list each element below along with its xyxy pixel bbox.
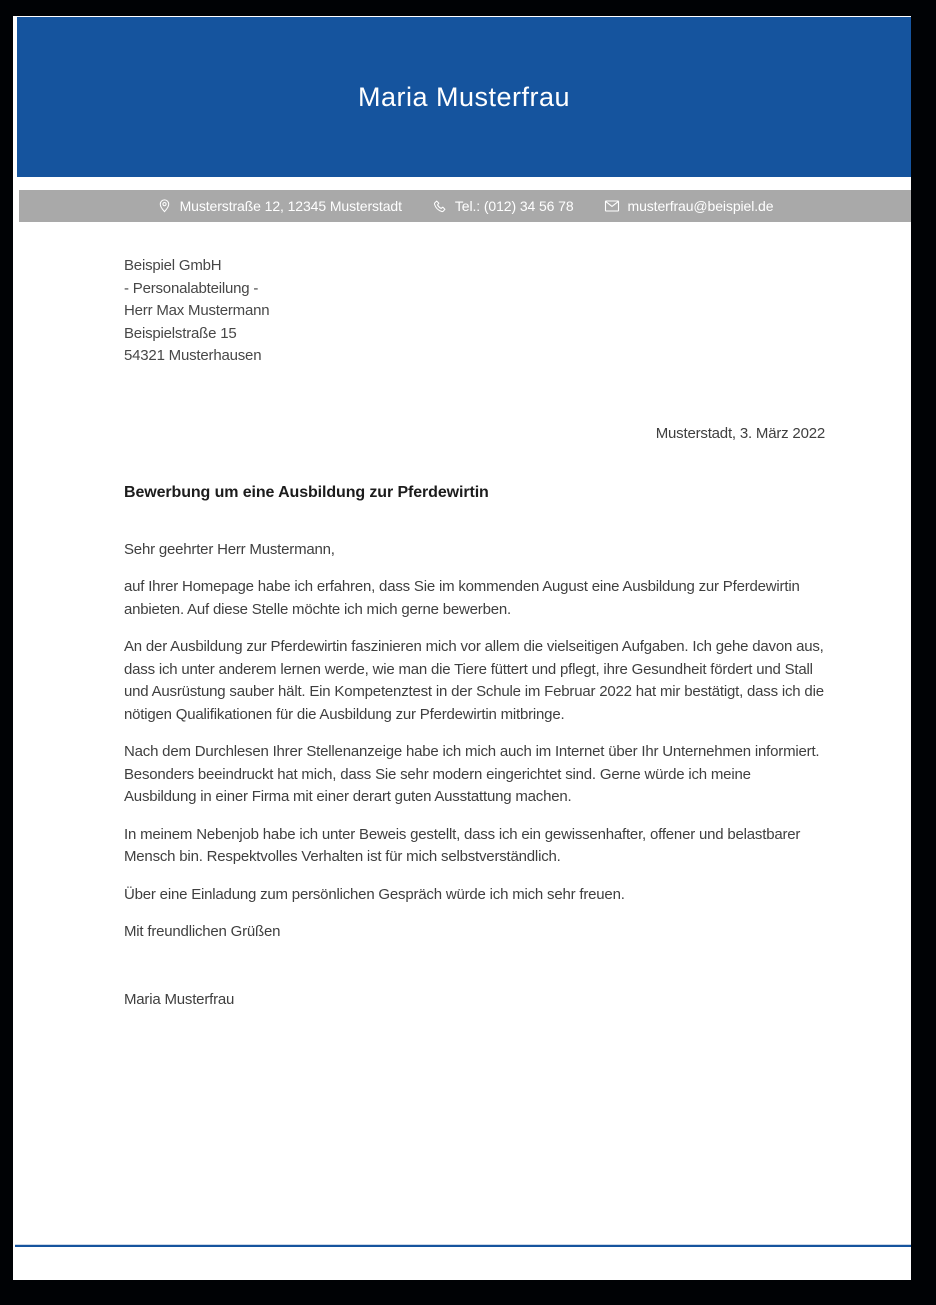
recipient-person: Herr Max Mustermann — [124, 302, 270, 319]
recipient-company: Beispiel GmbH — [124, 257, 222, 274]
subject-line: Bewerbung um eine Ausbildung zur Pferdewirtin — [124, 484, 489, 501]
recipient-street: Beispielstraße 15 — [124, 324, 237, 342]
contact-phone-text: Tel.: (012) 34 56 78 — [454, 198, 574, 214]
page-title: Maria Musterfrau — [357, 81, 571, 112]
recipient-block — [124, 255, 825, 368]
header-band — [17, 17, 911, 177]
recipient-department: - Personalabteilung - — [124, 279, 259, 297]
letter-page — [13, 16, 911, 1280]
date-line: Musterstadt, 3. März 2022 — [655, 424, 825, 442]
contact-band — [19, 190, 911, 222]
phone-icon — [432, 199, 447, 214]
body-paragraph: Über eine Einladung zum persönlichen Gespräch würde ich mich sehr freuen. — [124, 885, 625, 903]
body-paragraph: An der Ausbildung zur Pferdewirtin faszinieren mich vor allem die vielseitigen Aufgaben. Ich gehe davon aus, dass ich unter anderem lernen werde, wie man die Tiere füttert und pflegt, ihre Gesundheit fördert und Stall und Ausrüstung sauber hält. Ein Kompetenztest in der Schule im Februar 2022 hat mir bestätigt, dass ich die nötigen Qualifikationen für die Ausbildung zur Pferdewirtin mitbringe. — [124, 638, 824, 723]
recipient-city: 54321 Musterhausen — [124, 347, 262, 364]
contact-address — [157, 198, 402, 214]
map-pin-icon — [157, 198, 172, 214]
contact-email — [604, 198, 774, 214]
signature-name: Maria Musterfrau — [124, 990, 235, 1008]
contact-phone — [432, 198, 574, 214]
body-paragraph: Nach dem Durchlesen Ihrer Stellenanzeige habe ich mich auch im Internet über Ihr Unternehmen informiert. Besonders beeindruckt hat mich, dass Sie sehr modern eingerichtet sind. Gerne würde ich meine Ausbildung in einer Firma mit einer derart guten Ausstattung machen. — [124, 743, 820, 805]
letter-content — [124, 255, 825, 1011]
salutation: Sehr geehrter Herr Mustermann, — [124, 540, 335, 558]
contact-address-text: Musterstraße 12, 12345 Musterstadt — [179, 198, 402, 214]
envelope-icon — [604, 199, 620, 213]
footer-accent-rule — [15, 1244, 911, 1247]
closing-line: Mit freundlichen Grüßen — [124, 923, 281, 940]
body-paragraph: auf Ihrer Homepage habe ich erfahren, dass Sie im kommenden August eine Ausbildung zur Pferdewirtin anbieten. Auf diese Stelle möchte ich mich gerne bewerben. — [124, 578, 800, 618]
body-paragraph: In meinem Nebenjob habe ich unter Beweis gestellt, dass ich ein gewissenhafter, offener und belastbarer Mensch bin. Respektvolles Verhalten ist für mich selbstverständlich. — [124, 825, 801, 865]
contact-email-text: musterfrau@beispiel.de — [627, 198, 774, 214]
